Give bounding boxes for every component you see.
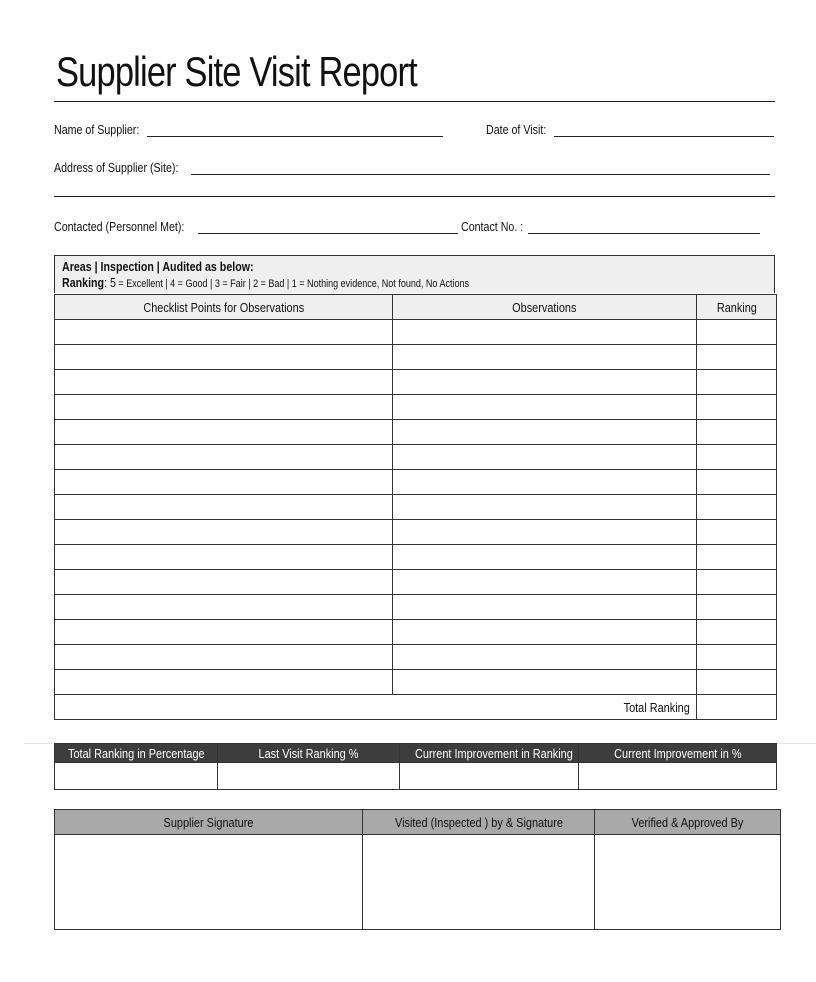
col-current-improvement-ranking: Current Improvement in Ranking	[400, 744, 579, 763]
last-visit-ranking-cell[interactable]	[218, 763, 400, 790]
checklist-point-cell[interactable]	[55, 670, 393, 695]
page-title: Supplier Site Visit Report	[56, 48, 417, 95]
ranking-cell[interactable]	[697, 395, 777, 420]
checklist-row	[55, 395, 777, 420]
checklist-row	[55, 670, 777, 695]
checklist-row	[55, 420, 777, 445]
observation-cell[interactable]	[393, 395, 697, 420]
signature-header-row	[55, 810, 781, 835]
address-label: Address of Supplier (Site):	[54, 160, 179, 175]
supplier-name-field[interactable]	[147, 136, 443, 137]
checklist-point-cell[interactable]	[55, 370, 393, 395]
total-ranking-row	[55, 695, 777, 720]
checklist-row	[55, 445, 777, 470]
ranking-cell[interactable]	[697, 645, 777, 670]
observation-cell[interactable]	[393, 620, 697, 645]
summary-table	[54, 743, 777, 790]
faint-divider-left	[24, 743, 52, 744]
ranking-cell[interactable]	[697, 520, 777, 545]
observation-cell[interactable]	[393, 645, 697, 670]
checklist-point-cell[interactable]	[55, 470, 393, 495]
checklist-point-cell[interactable]	[55, 570, 393, 595]
areas-heading: Areas | Inspection | Audited as below:	[62, 259, 254, 274]
ranking-cell[interactable]	[697, 420, 777, 445]
contacted-label: Contacted (Personnel Met):	[54, 219, 185, 234]
ranking-five: : 5	[104, 275, 116, 290]
ranking-cell[interactable]	[697, 670, 777, 695]
checklist-row	[55, 545, 777, 570]
col-last-visit-ranking: Last Visit Ranking %	[218, 744, 400, 763]
checklist-row	[55, 345, 777, 370]
checklist-point-cell[interactable]	[55, 445, 393, 470]
checklist-header-row	[55, 295, 777, 320]
observation-cell[interactable]	[393, 520, 697, 545]
total-ranking-cell[interactable]	[697, 695, 777, 720]
ranking-scale: = Excellent | 4 = Good | 3 = Fair | 2 = Bad | 1 = Nothing evidence, Not found, No Actions	[115, 278, 470, 290]
summary-value-row	[55, 763, 777, 790]
col-verified-approved-by: Verified & Approved By	[595, 810, 781, 835]
total-ranking-label: Total Ranking	[55, 695, 697, 720]
checklist-row	[55, 620, 777, 645]
supplier-signature-cell[interactable]	[55, 835, 363, 930]
col-ranking: Ranking	[697, 295, 777, 320]
ranking-cell[interactable]	[697, 495, 777, 520]
checklist-point-cell[interactable]	[55, 395, 393, 420]
contacted-field[interactable]	[198, 233, 458, 234]
checklist-row	[55, 570, 777, 595]
observation-cell[interactable]	[393, 495, 697, 520]
checklist-point-cell[interactable]	[55, 595, 393, 620]
checklist-point-cell[interactable]	[55, 520, 393, 545]
address-field-line1[interactable]	[191, 174, 770, 175]
ranking-cell[interactable]	[697, 570, 777, 595]
faint-divider-right	[777, 743, 816, 744]
observation-cell[interactable]	[393, 470, 697, 495]
checklist-row	[55, 470, 777, 495]
observation-cell[interactable]	[393, 345, 697, 370]
col-supplier-signature: Supplier Signature	[55, 810, 363, 835]
checklist-row	[55, 645, 777, 670]
contact-no-label: Contact No. :	[461, 219, 524, 234]
col-observations: Observations	[393, 295, 697, 320]
ranking-cell[interactable]	[697, 320, 777, 345]
ranking-cell[interactable]	[697, 445, 777, 470]
ranking-cell[interactable]	[697, 620, 777, 645]
ranking-cell[interactable]	[697, 470, 777, 495]
checklist-header	[54, 255, 775, 293]
address-field-line2[interactable]	[54, 196, 775, 197]
observation-cell[interactable]	[393, 320, 697, 345]
observation-cell[interactable]	[393, 570, 697, 595]
title-underline	[54, 101, 775, 102]
col-visited-by-signature: Visited (Inspected ) by & Signature	[363, 810, 595, 835]
checklist-point-cell[interactable]	[55, 320, 393, 345]
current-improvement-percent-cell[interactable]	[579, 763, 777, 790]
checklist-point-cell[interactable]	[55, 620, 393, 645]
verified-approved-by-cell[interactable]	[595, 835, 781, 930]
checklist-row	[55, 520, 777, 545]
checklist-point-cell[interactable]	[55, 345, 393, 370]
visited-by-signature-cell[interactable]	[363, 835, 595, 930]
observation-cell[interactable]	[393, 670, 697, 695]
checklist-row	[55, 320, 777, 345]
ranking-cell[interactable]	[697, 370, 777, 395]
checklist-row	[55, 495, 777, 520]
col-total-ranking-percentage: Total Ranking in Percentage	[55, 744, 218, 763]
checklist-point-cell[interactable]	[55, 645, 393, 670]
checklist-table	[54, 294, 777, 720]
contact-no-field[interactable]	[528, 233, 760, 234]
checklist-row	[55, 370, 777, 395]
observation-cell[interactable]	[393, 420, 697, 445]
date-of-visit-label: Date of Visit:	[486, 122, 547, 137]
checklist-row	[55, 595, 777, 620]
current-improvement-ranking-cell[interactable]	[400, 763, 579, 790]
checklist-point-cell[interactable]	[55, 495, 393, 520]
observation-cell[interactable]	[393, 445, 697, 470]
checklist-point-cell[interactable]	[55, 420, 393, 445]
col-current-improvement-percent: Current Improvement in %	[579, 744, 777, 763]
total-ranking-percentage-cell[interactable]	[55, 763, 218, 790]
observation-cell[interactable]	[393, 545, 697, 570]
ranking-legend	[62, 275, 469, 290]
ranking-label: Ranking	[62, 275, 105, 290]
observation-cell[interactable]	[393, 370, 697, 395]
signature-table	[54, 809, 781, 930]
observation-cell[interactable]	[393, 595, 697, 620]
ranking-cell[interactable]	[697, 345, 777, 370]
date-of-visit-field[interactable]	[554, 136, 774, 137]
signature-row	[55, 835, 781, 930]
ranking-cell[interactable]	[697, 595, 777, 620]
supplier-name-label: Name of Supplier:	[54, 122, 140, 137]
summary-header-row	[55, 744, 777, 763]
col-checklist-points: Checklist Points for Observations	[55, 295, 393, 320]
ranking-cell[interactable]	[697, 545, 777, 570]
checklist-point-cell[interactable]	[55, 545, 393, 570]
